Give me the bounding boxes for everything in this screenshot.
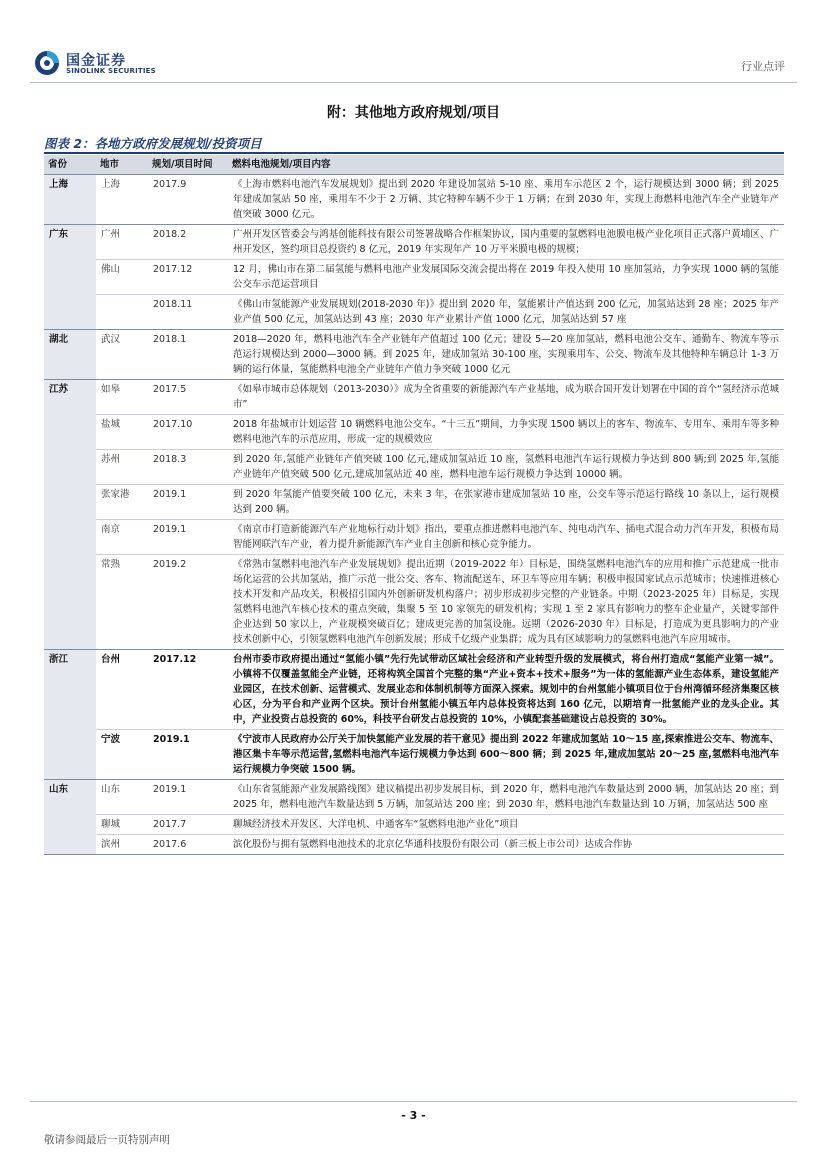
content-cell: 广州开发区管委会与鸿基创能科技有限公司签署战略合作框架协议，国内重要的氢燃料电池膜电极产业化项目正式落户黄埔区、广州开发区，签约项目总投资约 8 亿元，2019 年实现年产 10 万平米膜电极的规模； [228,225,784,260]
table-row [44,555,784,650]
table-body [44,175,784,855]
table-row [44,815,784,835]
column-header-province: 省份 [44,155,96,175]
city-cell: 滨州 [96,835,148,855]
table-row [44,225,784,260]
content-cell: 《上海市燃料电池汽车发展规划》提出到 2020 年建设加氢站 5-10 座、乘用车示范区 2 个，运行规模达到 3000 辆；到 2025 年建成加氢站 50 座，乘用车不少于 2 万辆、其它特种车辆不少于 1 万辆；在到 2030 年，实现上海燃料电池汽车全产业链年产值突破 3000 亿元。 [228,175,784,225]
content-cell: 《常熟市氢燃料电池汽车产业发展规划》提出近期（2019-2022 年）目标是，围绕氢燃料电池汽车的应用和推广示范建成一批市场化运营的公共加氢站，推广示范一批公交、客车、物流配送车、环卫车等应用车辆；积极申报国家试点示范城市；快速推进核心技术开发和产品攻关，积极招引国内外创新研发机构落户；初步形成初步完整的产业链条。中期（2023-2025 年）目标是，实现氢燃料电池汽车核心技术的重点突破，集聚 5 至 10 家领先的研发机构；实现 1 至 2 家具有影响力的整车企业量产，关键零部件企业达到 50 家以上，产业规模突破百亿；建成更完善的加氢设施。远期（2026-2030 年）目标是，打造成为更具影响力的产业技术创新中心，引领氢燃料电池汽车创新发展；形成千亿级产业集群；成为具有区域影响力的氢燃料电池汽车应用城市。 [228,555,784,650]
content-cell: 到 2020 年氢能产值要突破 100 亿元，未来 3 年，在张家港市建成加氢站 10 座，公交车等示范运行路线 10 条以上，运行规模达到 200 辆。 [228,485,784,520]
date-cell: 2019.1 [148,730,228,780]
city-cell: 广州 [96,225,148,260]
date-cell: 2018.1 [148,330,228,380]
table-row [44,330,784,380]
header-divider [30,82,797,83]
date-cell: 2017.12 [148,650,228,730]
date-cell: 2017.12 [148,260,228,295]
date-cell: 2018.11 [148,295,228,330]
content-cell: 滨化股份与拥有氢燃料电池技术的北京亿华通科技股份有限公司（新三板上市公司）达成合作协 [228,835,784,855]
city-cell: 盐城 [96,415,148,450]
date-cell: 2017.9 [148,175,228,225]
table-row [44,730,784,780]
city-cell: 武汉 [96,330,148,380]
column-header-city: 地市 [96,155,148,175]
table-row [44,485,784,520]
date-cell: 2018.3 [148,450,228,485]
section-title: 附：其他地方政府规划/项目 [326,105,501,121]
content-cell: 台州市委市政府提出通过“氢能小镇”先行先试带动区域社会经济和产业转型升级的发展模式，将台州打造成“氢能产业第一城”。小镇将不仅覆盖氢能全产业链，还将构筑全国首个完整的集“产业+资本+技术+服务”为一体的氢能源产业生态体系，建设氢能产业园区，在技术创新、运营模式、发展业态和体制机制等方面深入探索。规划中的台州氢能小镇项目位于台州湾循环经济集聚区核心区，分为平台和产业两个区块。预计台州氢能小镇五年内总体投资将达到 160 亿元，以期培育一批氢能产业的龙头企业。其中，产业投资占总投资的 60%，科技平台研发占总投资的 10%，小镇配套基础建设占总投资的 30%。 [228,650,784,730]
date-cell: 2019.1 [148,520,228,555]
province-cell: 浙江 [44,650,96,780]
content-cell: 12 月，佛山市在第二届氢能与燃料电池产业发展国际交流会提出将在 2019 年投入使用 10 座加氢站，力争实现 1000 辆的氢能公交车示范运营项目 [228,260,784,295]
city-cell: 宁波 [96,730,148,780]
caption-divider [44,152,784,154]
city-cell: 聊城 [96,815,148,835]
date-cell: 2018.2 [148,225,228,260]
city-cell: 如皋 [96,380,148,415]
page-number: - 3 - [401,1109,426,1122]
city-cell: 常熟 [96,555,148,650]
province-cell: 广东 [44,225,96,330]
page-header [0,0,827,82]
logo-chinese-name: 国金证券 [66,53,126,69]
date-cell: 2017.6 [148,835,228,855]
table-row [44,835,784,855]
date-cell: 2019.1 [148,780,228,815]
content-cell: 《宁波市人民政府办公厅关于加快氢能产业发展的若干意见》提出到 2022 年建成加氢站 10～15 座,探索推进公交车、物流车、港区集卡车等示范运营,氢燃料电池汽车运行规模力争达到 600～800 辆；到 2025 年,建成加氢站 20～25 座,氢燃料电池汽车运行规模力争突破 1500 辆。 [228,730,784,780]
table-row [44,260,784,295]
table-row [44,780,784,815]
province-cell: 江苏 [44,380,96,650]
document-type-label: 行业点评 [741,60,785,73]
date-cell: 2019.2 [148,555,228,650]
date-cell: 2017.5 [148,380,228,415]
date-cell: 2019.1 [148,485,228,520]
sinolink-logo-icon [34,50,60,76]
content-cell: 《山东省氢能源产业发展路线图》建议稿提出初步发展目标，到 2020 年，燃料电池汽车数量达到 2000 辆，加氢站达 20 座；到 2025 年，燃料电池汽车数量达到 5 万辆，加氢站达 200 座；到 2030 年，燃料电池汽车数量达到 10 万辆，加氢站达 500 座 [228,780,784,815]
table-row [44,175,784,225]
city-cell: 南京 [96,520,148,555]
disclaimer-text: 敬请参阅最后一页特别声明 [44,1134,170,1146]
table-row [44,380,784,415]
content-cell: 聊城经济技术开发区、大洋电机、中通客车“氢燃料电池产业化”项目 [228,815,784,835]
province-cell: 湖北 [44,330,96,380]
content-cell: 2018 年盐城市计划运营 10 辆燃料电池公交车。“十三五”期间，力争实现 1500 辆以上的客车、物流车、专用车、乘用车等多种燃料电池汽车的示范应用，形成一定的规模效应 [228,415,784,450]
content-cell: 到 2020 年,氢能产业链年产值突破 100 亿元,建成加氢站近 10 座，氢燃料电池汽车运行规模力争达到 800 辆;到 2025 年,氢能产业链年产值突破 500 亿元,建成加氢站近 40 座，燃料电池车运行规模力争达到 10000 辆。 [228,450,784,485]
policy-table [44,155,784,855]
figure-caption [44,134,784,152]
logo-english-name: SINOLINK SECURITIES [66,67,156,75]
table-row [44,650,784,730]
table-row [44,450,784,485]
company-logo [34,50,174,78]
content-cell: 《如皋市城市总体规划（2013-2030）》成为全省重要的新能源汽车产业基地，成为联合国开发计划署在中国的首个“氢经济示范城市” [228,380,784,415]
city-cell: 张家港 [96,485,148,520]
content-cell: 《佛山市氢能源产业发展规划(2018-2030 年)》提出到 2020 年，氢能累计产值达到 200 亿元，加氢站达到 28 座；2025 年产业产值 500 亿元，加氢站达到 43 座；2030 年产业累计产值 1000 亿元，加氢站达到 57 座 [228,295,784,330]
city-cell: 山东 [96,780,148,815]
date-cell: 2017.7 [148,815,228,835]
city-cell: 佛山 [96,260,148,295]
city-cell [96,295,148,330]
footer-divider [30,1101,797,1102]
city-cell: 台州 [96,650,148,730]
city-cell: 上海 [96,175,148,225]
table-row [44,295,784,330]
table-header-row [44,155,784,175]
province-cell: 山东 [44,780,96,855]
content-cell: 《南京市打造新能源汽车产业地标行动计划》指出，要重点推进燃料电池汽车、纯电动汽车、插电式混合动力汽车开发，积极布局智能网联汽车产业，着力提升新能源汽车产业自主创新和核心竞争能力。 [228,520,784,555]
city-cell: 苏州 [96,450,148,485]
column-header-date: 规划/项目时间 [148,155,228,175]
province-cell: 上海 [44,175,96,225]
table-row [44,520,784,555]
column-header-content: 燃料电池规划/项目内容 [228,155,784,175]
date-cell: 2017.10 [148,415,228,450]
content-cell: 2018—2020 年，燃料电池汽车全产业链年产值超过 100 亿元；建设 5—20 座加氢站，燃料电池公交车、通勤车、物流车等示范运行规模达到 2000—3000 辆。到 2025 年，建成加氢站 30-100 座，实现乘用车、公交、物流车及其他特种车辆总计 1-3 万辆的运行体量，氢能燃料电池全产业链年产值力争突破 1000 亿元 [228,330,784,380]
figure-title: 各地方政府发展规划/投资项目 [94,136,262,151]
table-row [44,415,784,450]
figure-label: 图表 2： [44,136,95,151]
